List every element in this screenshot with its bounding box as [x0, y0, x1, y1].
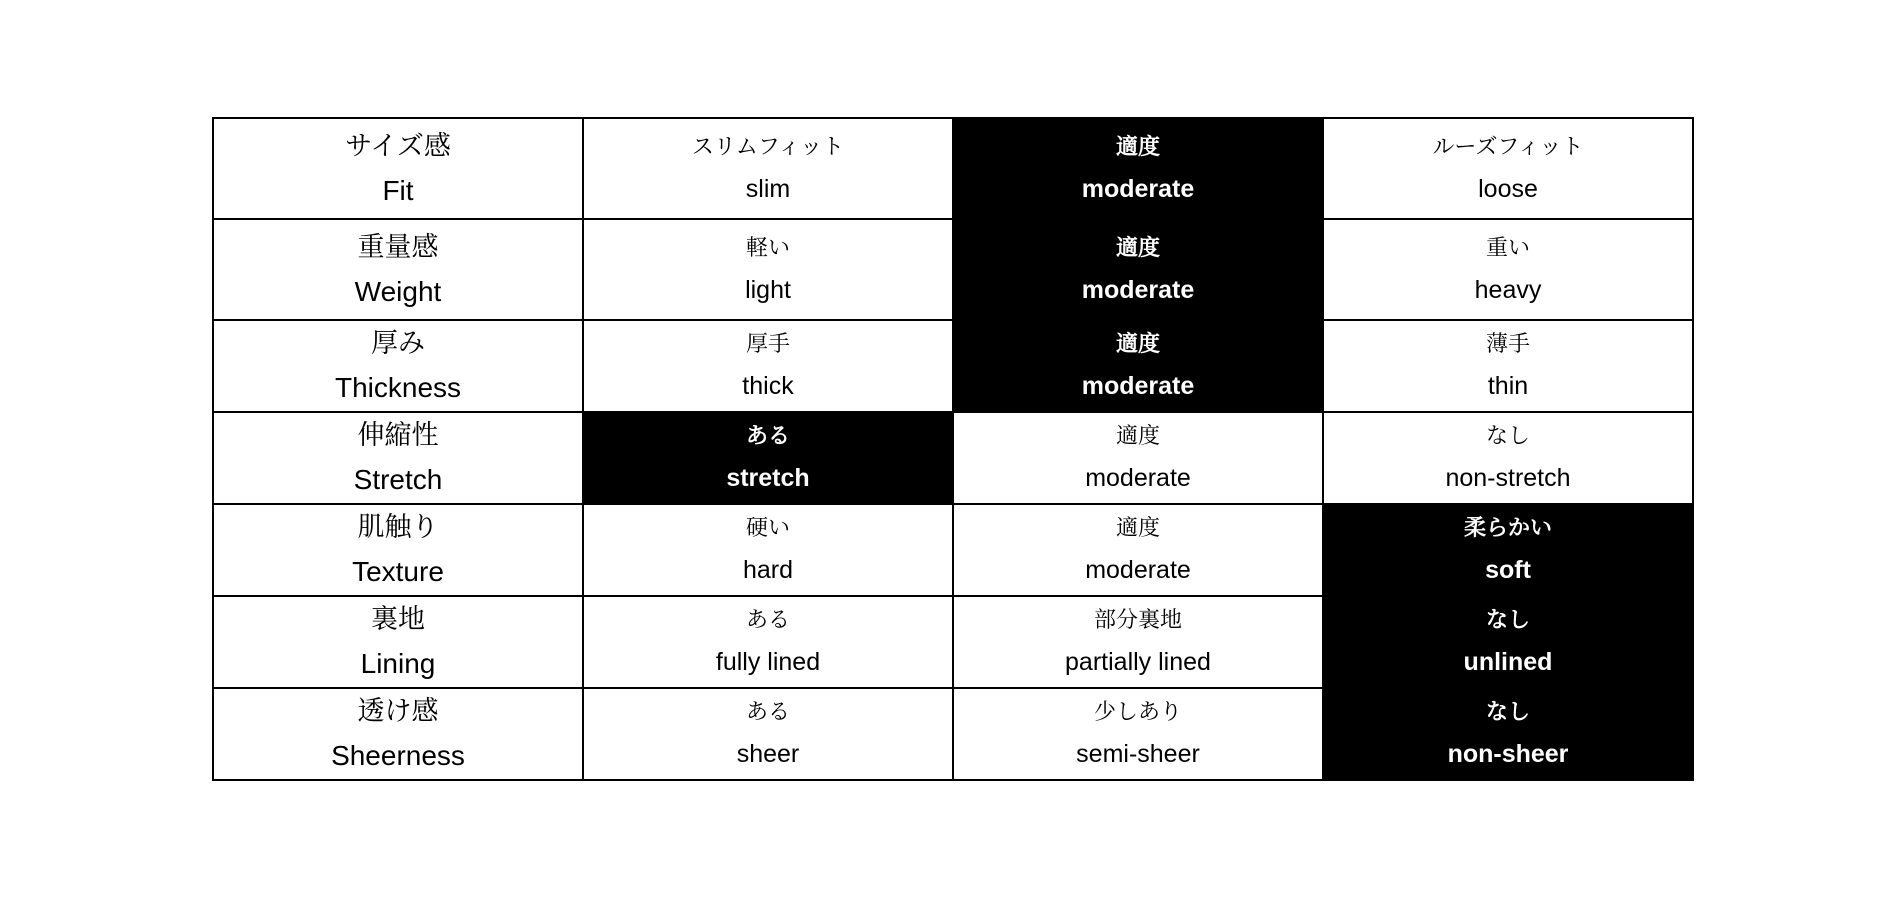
attribute-label-ja: 伸縮性 [357, 420, 439, 450]
option-cell [583, 320, 953, 412]
table-row [213, 219, 1693, 320]
spec-table-body [213, 118, 1693, 780]
option-label-ja: 適度 [1115, 133, 1160, 159]
option-cell [583, 688, 953, 780]
option-label-en: loose [1478, 174, 1538, 203]
fabric-spec-table [212, 117, 1694, 781]
option-label-ja: ある [745, 607, 790, 632]
option-cell [583, 118, 953, 219]
option-cell [953, 596, 1323, 688]
option-label-en: soft [1485, 556, 1531, 584]
option-label-en: moderate [1081, 372, 1195, 400]
option-label-ja: 適度 [1115, 331, 1160, 356]
attribute-label-en: Thickness [334, 372, 462, 403]
attribute-label-cell [213, 412, 583, 504]
option-label-en: sheer [736, 740, 800, 768]
option-cell-selected [953, 118, 1323, 219]
attribute-label-en: Texture [352, 556, 444, 587]
option-cell [583, 219, 953, 320]
option-label-ja: 硬い [745, 515, 790, 540]
option-label-ja: ある [745, 423, 790, 448]
option-cell [583, 504, 953, 596]
option-label-en: stretch [726, 464, 810, 492]
option-cell [583, 596, 953, 688]
option-label-ja: 適度 [1115, 423, 1160, 448]
table-row [213, 320, 1693, 412]
option-cell-selected [1323, 504, 1693, 596]
attribute-label-cell [213, 504, 583, 596]
attribute-label-en: Lining [360, 648, 436, 679]
option-label-en: moderate [1081, 174, 1195, 203]
option-label-ja: スリムフィット [691, 133, 845, 159]
option-label-en: moderate [1085, 556, 1191, 584]
attribute-label-en: Stretch [353, 464, 443, 495]
option-cell [953, 412, 1323, 504]
attribute-label-en: Weight [354, 275, 442, 307]
table-row [213, 688, 1693, 780]
attribute-label-ja: 肌触り [357, 512, 439, 542]
option-label-en: thick [742, 372, 794, 400]
option-cell-selected [953, 320, 1323, 412]
option-label-ja: 適度 [1115, 515, 1160, 540]
option-label-ja: なし [1485, 423, 1530, 448]
option-cell [1323, 412, 1693, 504]
option-label-en: heavy [1474, 275, 1542, 304]
option-label-en: non-stretch [1445, 464, 1571, 492]
table-row [213, 596, 1693, 688]
attribute-label-ja: 裏地 [371, 604, 425, 634]
option-label-en: semi-sheer [1076, 740, 1200, 768]
option-cell [1323, 320, 1693, 412]
option-label-ja: ルーズフィット [1432, 133, 1584, 159]
option-label-ja: 薄手 [1485, 331, 1530, 356]
option-label-ja: 柔らかい [1463, 515, 1552, 540]
option-cell-selected [583, 412, 953, 504]
option-label-en: partially lined [1065, 648, 1211, 676]
attribute-label-ja: 厚み [371, 328, 425, 358]
option-label-en: hard [742, 556, 794, 584]
option-label-en: slim [745, 174, 791, 203]
option-label-ja: 少しあり [1093, 699, 1182, 724]
option-label-en: fully lined [715, 648, 821, 676]
attribute-label-cell [213, 118, 583, 219]
option-label-ja: なし [1485, 699, 1530, 724]
attribute-label-ja: 透け感 [357, 696, 439, 726]
option-cell-selected [1323, 688, 1693, 780]
attribute-label-cell [213, 688, 583, 780]
option-label-ja: ある [745, 699, 790, 724]
option-label-ja: 適度 [1115, 234, 1160, 260]
option-cell-selected [953, 219, 1323, 320]
attribute-label-cell [213, 596, 583, 688]
table-row [213, 412, 1693, 504]
option-cell [953, 504, 1323, 596]
option-label-ja: 軽い [745, 234, 790, 260]
option-label-en: moderate [1085, 464, 1191, 492]
spec-table-container [212, 117, 1694, 781]
option-label-ja: 厚手 [745, 331, 790, 356]
option-label-en: unlined [1463, 648, 1553, 676]
attribute-label-cell [213, 219, 583, 320]
option-label-en: light [745, 275, 791, 304]
attribute-label-ja: サイズ感 [345, 130, 451, 161]
option-cell [953, 688, 1323, 780]
attribute-label-en: Sheerness [331, 740, 465, 771]
attribute-label-cell [213, 320, 583, 412]
option-cell [1323, 118, 1693, 219]
option-cell [1323, 219, 1693, 320]
attribute-label-ja: 重量感 [357, 231, 439, 262]
option-label-ja: 重い [1485, 234, 1530, 260]
table-row [213, 118, 1693, 219]
table-row [213, 504, 1693, 596]
option-label-ja: 部分裏地 [1093, 607, 1182, 632]
attribute-label-en: Fit [382, 174, 414, 206]
option-label-en: non-sheer [1447, 740, 1569, 768]
option-label-en: moderate [1081, 275, 1195, 304]
option-label-ja: なし [1485, 607, 1530, 632]
option-label-en: thin [1487, 372, 1529, 400]
option-cell-selected [1323, 596, 1693, 688]
